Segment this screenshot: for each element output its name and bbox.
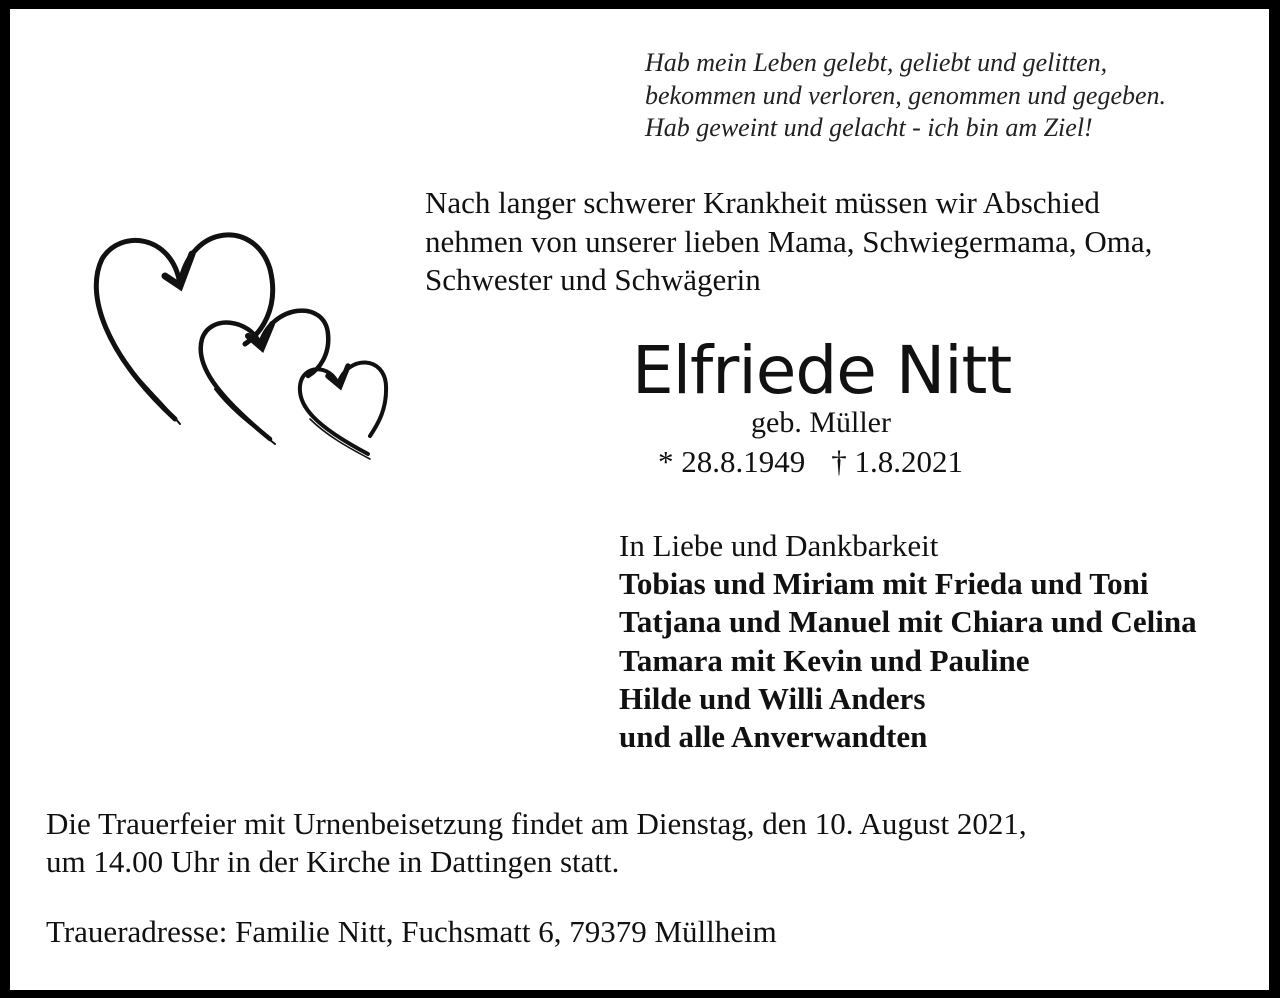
mourners-heading: In Liebe und Dankbarkeit	[619, 528, 939, 563]
deceased-name: Elfriede Nitt	[632, 332, 1012, 409]
birth-date: * 28.8.1949	[658, 444, 806, 479]
poem	[645, 47, 1166, 145]
service-info	[46, 805, 1027, 881]
intro-line: nehmen von unserer lieben Mama, Schwiegermama, Oma,	[425, 223, 1153, 259]
mourner-line: Tatjana und Manuel mit Chiara und Celina	[619, 604, 1197, 640]
maiden-name: geb. Müller	[751, 406, 891, 439]
mourner-line: Tamara mit Kevin und Pauline	[619, 642, 1030, 678]
intro-line: Schwester und Schwägerin	[425, 262, 761, 297]
poem-line: Hab mein Leben gelebt, geliebt und gelitten,	[645, 48, 1108, 77]
mourner-line: Tobias und Miriam mit Frieda und Toni	[619, 566, 1149, 602]
three-hearts-icon	[80, 214, 390, 464]
mourner-line: Hilde und Willi Anders	[619, 680, 926, 716]
poem-line: bekommen und verloren, genommen und gegeben.	[645, 80, 1167, 110]
service-line: Die Trauerfeier mit Urnenbeisetzung findet am Dienstag, den 10. August 2021,	[46, 806, 1027, 841]
death-date: † 1.8.2021	[831, 444, 963, 479]
mourning-address: Traueradresse: Familie Nitt, Fuchsmatt 6, 79379 Müllheim	[46, 914, 777, 949]
mourners-block	[619, 527, 1197, 756]
intro-line: Nach langer schwerer Krankheit müssen wir Abschied	[425, 185, 1100, 220]
life-dates	[658, 443, 963, 481]
mourner-line: und alle Anverwandten	[619, 719, 928, 755]
intro-text	[425, 184, 1152, 300]
obituary-notice	[10, 9, 1269, 990]
service-line: um 14.00 Uhr in der Kirche in Dattingen statt.	[46, 844, 620, 879]
poem-line: Hab geweint und gelacht - ich bin am Ziel!	[645, 113, 1093, 142]
large-heart-icon	[96, 240, 180, 419]
